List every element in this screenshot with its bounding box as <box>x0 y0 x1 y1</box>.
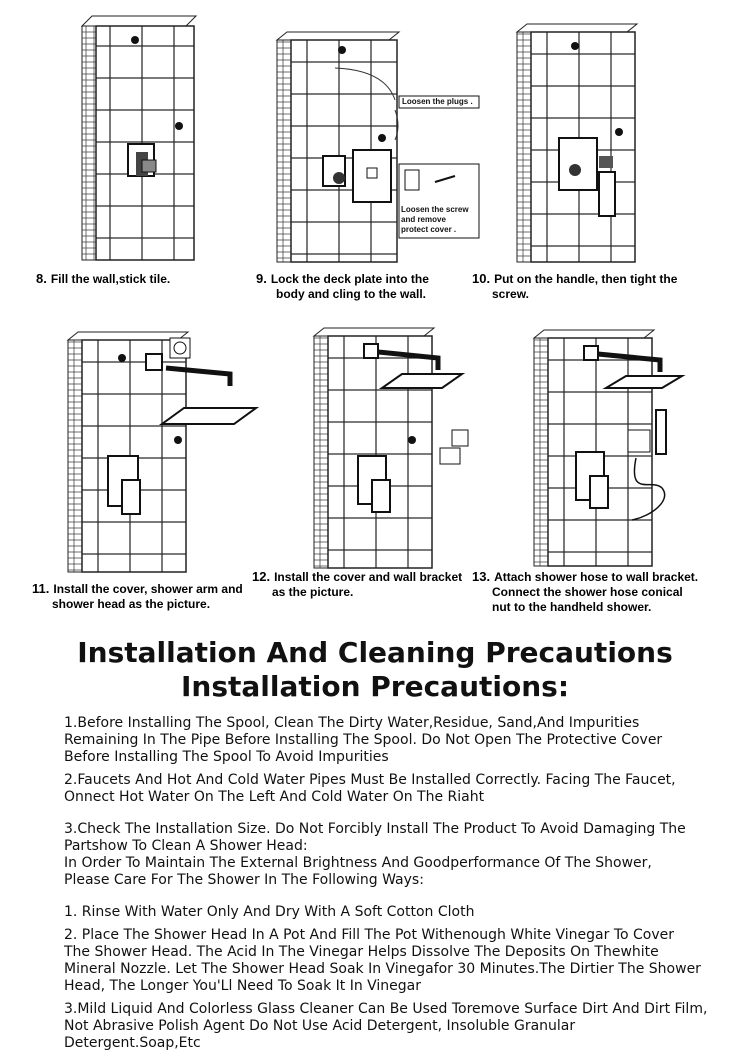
hose-connection-illustration <box>532 328 692 568</box>
step-number: 9. <box>256 271 267 286</box>
handle-install-illustration <box>515 22 640 267</box>
precautions-heading <box>0 636 750 704</box>
shower-arm-illustration <box>66 330 261 576</box>
callout-loosen-screw: Loosen the screw and remove protect cover . <box>401 205 469 234</box>
precaution-paragraph: 2. Place The Shower Head In A Pot And Fill The Pot Withenough White Vinegar To Cover The Shower Head. The Acid In The Vinegar Helps Dissolve The Deposits On Thewhite Mineral Nozzle. Let The Shower Head Soak In Vinegafor 30 Minutes.The Dirtier The Shower Head, The Longer You'Ll Need To Soak It In Vinegar <box>64 927 701 994</box>
step-text: Attach shower hose to wall bracket. <box>494 570 699 584</box>
callout-loosen-plugs: Loosen the plugs . <box>402 97 473 106</box>
step-text-line-2: Connect the shower hose conical <box>492 585 683 599</box>
step-12-caption <box>252 569 462 600</box>
step-text: Fill the wall,stick tile. <box>50 272 171 286</box>
step-text-line-2: body and cling to the wall. <box>276 287 427 301</box>
step-number: 12. <box>252 569 271 584</box>
step-number: 10. <box>472 271 491 286</box>
step-text-line-2: shower head as the picture. <box>52 597 211 611</box>
step-13-illustration <box>532 328 692 568</box>
step-10-illustration <box>515 22 640 267</box>
step-10-caption <box>472 271 677 302</box>
step-text-line-3: nut to the handheld shower. <box>492 600 652 614</box>
step-9-illustration <box>275 30 505 265</box>
step-number: 13. <box>472 569 491 584</box>
step-12-illustration <box>312 326 482 571</box>
step-13-caption <box>472 569 698 615</box>
step-text: Put on the handle, then tight the <box>494 272 678 286</box>
precaution-paragraph: 1. Rinse With Water Only And Dry With A Soft Cotton Cloth <box>64 904 475 920</box>
precaution-paragraph: 3.Check The Installation Size. Do Not Forcibly Install The Product To Avoid Damaging The Partshow To Clean A Shower Head: In Order To Maintain The External Brightness And Goodperformance Of The Shower, Please Care For The Shower In The Following Ways: <box>64 821 686 888</box>
wall-bracket-illustration <box>312 326 482 571</box>
precaution-paragraph: 2.Faucets And Hot And Cold Water Pipes Must Be Installed Correctly. Facing The Faucet, Onnect Hot Water On The Left And Cold Water On The Riaht <box>64 772 676 805</box>
step-text-line-2: as the picture. <box>272 585 354 599</box>
step-9-caption <box>256 271 429 302</box>
sub-title: Installation Precautions: <box>180 670 570 703</box>
step-8-illustration <box>78 14 198 264</box>
step-text: Install the cover, shower arm and <box>53 582 243 596</box>
precaution-paragraph: 3.Mild Liquid And Colorless Glass Cleaner Can Be Used Toremove Surface Dirt And Dirt Film, Not Abrasive Polish Agent Do Not Use Acid Detergent, Insoluble Granular Detergent.Soap,Etc <box>64 1001 708 1051</box>
step-number: 8. <box>36 271 47 286</box>
step-number: 11. <box>32 581 50 596</box>
step-8-caption <box>36 271 170 287</box>
step-11-illustration <box>66 330 261 576</box>
step-11-caption <box>32 581 243 612</box>
main-title: Installation And Cleaning Precautions <box>77 636 673 669</box>
step-text: Install the cover and wall bracket <box>274 570 463 584</box>
deck-plate-illustration <box>275 30 505 265</box>
precautions-text <box>64 715 724 1052</box>
precaution-paragraph: 1.Before Installing The Spool, Clean The Dirty Water,Residue, Sand,And Impurities Remaining In The Pipe Before Installing The Spool. Do Not Open The Protective Cover Before Installing The Spool To Avoid Impurities <box>64 715 663 765</box>
step-text: Lock the deck plate into the <box>270 272 429 286</box>
step-text-line-2: screw. <box>492 287 529 301</box>
tiled-wall-illustration <box>78 14 198 264</box>
